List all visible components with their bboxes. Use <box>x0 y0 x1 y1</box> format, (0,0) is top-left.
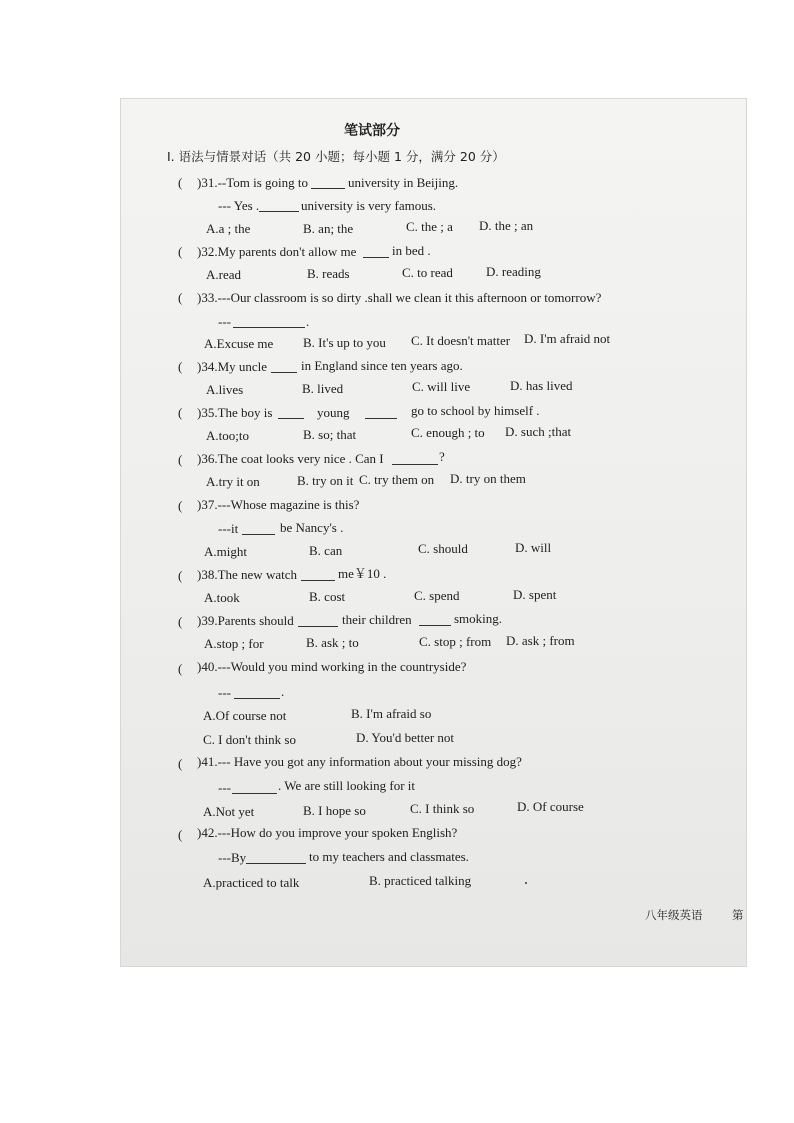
q39-paren: ( <box>178 614 183 629</box>
q35-blank-1 <box>278 406 304 419</box>
q42-line2-start: ---By <box>218 850 247 865</box>
q34-paren: ( <box>178 359 183 374</box>
q42-stem: )42.---How do you improve your spoken English? <box>197 825 458 840</box>
q36-blank <box>392 452 438 465</box>
q31-option-b: B. an; the <box>303 221 354 236</box>
q35-stem: )35.The boy is <box>197 405 273 420</box>
q41-option-b: B. I hope so <box>303 803 366 818</box>
q34-blank <box>271 360 297 373</box>
q34-option-b: B. lived <box>302 381 344 396</box>
q35-option-d: D. such ;that <box>505 424 572 439</box>
q38-option-b: B. cost <box>309 589 346 604</box>
q35-option-a: A.too;to <box>206 428 249 443</box>
q41-line2-start: --- <box>218 780 231 795</box>
q33-line2-end: . <box>306 314 310 329</box>
q35-option-c: C. enough ; to <box>411 425 485 440</box>
page-title: 笔试部分 <box>344 123 400 139</box>
q34-option-a: A.lives <box>206 382 244 397</box>
q35-blank-2 <box>365 406 397 419</box>
q39-stem-mid: their children <box>342 612 412 627</box>
q32-option-a: A.read <box>206 267 242 282</box>
q38-option-a: A.took <box>204 590 240 605</box>
q39-option-d: D. ask ; from <box>506 633 575 648</box>
q36-option-b: B. try on it <box>297 473 354 488</box>
q41-blank <box>232 781 277 794</box>
q37-option-a: A.might <box>204 544 247 559</box>
q36-option-c: C. try them on <box>359 472 435 487</box>
q37-paren: ( <box>178 498 183 513</box>
q40-blank <box>234 686 280 699</box>
q33-option-c: C. It doesn't matter <box>411 333 511 348</box>
q40-option-c: C. I don't think so <box>203 732 296 747</box>
q41-option-c: C. I think so <box>410 801 475 816</box>
q31-paren: ( <box>178 175 183 190</box>
q37-line2-start: ---it <box>218 521 239 536</box>
q39-blank-1 <box>298 614 338 627</box>
q31-blank-1 <box>311 176 345 189</box>
q32-stem: )32.My parents don't allow me <box>197 244 357 259</box>
q40-stem: )40.---Would you mind working in the countryside? <box>197 659 467 674</box>
q33-option-a: A.Excuse me <box>204 336 274 351</box>
q32-option-d: D. reading <box>486 264 541 279</box>
q32-option-b: B. reads <box>307 266 350 281</box>
q34-option-c: C. will live <box>412 379 471 394</box>
q37-stem: )37.---Whose magazine is this? <box>197 497 360 512</box>
q38-blank <box>301 568 335 581</box>
q31-option-d: D. the ; an <box>479 218 534 233</box>
q42-blank <box>246 851 306 864</box>
q38-option-c: C. spend <box>414 588 460 603</box>
exam-page <box>120 98 747 967</box>
section-heading: Ⅰ. 语法与情景对话（共 20 小题；每小题 1 分，满分 20 分） <box>167 149 505 164</box>
footer-grade: 八年级英语 <box>645 908 703 922</box>
q35-paren: ( <box>178 405 183 420</box>
q31-blank-2 <box>259 199 299 212</box>
q33-option-b: B. It's up to you <box>303 335 386 350</box>
q35-stem-mid: young <box>317 405 350 420</box>
q36-stem-end: ? <box>439 449 445 464</box>
q34-option-d: D. has lived <box>510 378 573 393</box>
q37-option-d: D. will <box>515 540 552 555</box>
q42-option-a: A.practiced to talk <box>203 875 300 890</box>
q38-stem-end: me￥10 . <box>338 566 387 581</box>
q36-stem: )36.The coat looks very nice . Can I <box>197 451 384 466</box>
q32-option-c: C. to read <box>402 265 453 280</box>
q41-stem: )41.--- Have you got any information about your missing dog? <box>197 754 522 769</box>
q38-stem: )38.The new watch <box>197 567 297 582</box>
q31-line2-end: university is very famous. <box>301 198 437 213</box>
footer-page: 第 <box>732 908 744 922</box>
q39-option-b: B. ask ; to <box>306 635 359 650</box>
q41-option-a: A.Not yet <box>203 804 255 819</box>
q37-line2-end: be Nancy's . <box>280 520 344 535</box>
q39-stem-end: smoking. <box>454 611 503 626</box>
q33-paren: ( <box>178 290 183 305</box>
q31-stem: )31.--Tom is going to <box>197 175 309 190</box>
q41-paren: ( <box>178 756 183 771</box>
q31-line2-start: --- Yes . <box>218 198 260 213</box>
q33-line2-start: --- <box>218 314 231 329</box>
q31-stem-end: university in Beijing. <box>348 175 459 190</box>
q33-stem: )33.---Our classroom is so dirty .shall we clean it this afternoon or tomorrow? <box>197 290 602 305</box>
q42-paren: ( <box>178 827 183 842</box>
q42-option-b: B. practiced talking <box>369 873 472 888</box>
q40-option-a: A.Of course not <box>203 708 287 723</box>
q40-paren: ( <box>178 661 183 676</box>
q40-line2-end: . <box>281 684 285 699</box>
q35-option-b: B. so; that <box>303 427 357 442</box>
q34-stem-end: in England since ten years ago. <box>301 358 463 373</box>
q41-line2-end: . We are still looking for it <box>278 778 415 793</box>
q32-paren: ( <box>178 244 183 259</box>
q38-paren: ( <box>178 568 183 583</box>
q32-stem-end: in bed . <box>392 243 431 258</box>
q39-stem: )39.Parents should <box>197 613 294 628</box>
q40-line2-start: --- <box>218 685 231 700</box>
q38-option-d: D. spent <box>513 587 557 602</box>
q34-stem: )34.My uncle <box>197 359 268 374</box>
q33-blank <box>233 315 305 328</box>
q40-option-b: B. I'm afraid so <box>351 706 432 721</box>
q37-option-b: B. can <box>309 543 343 558</box>
q40-option-d: D. You'd better not <box>356 730 455 745</box>
stray-dot <box>525 882 527 884</box>
q37-blank <box>242 522 275 535</box>
q39-option-c: C. stop ; from <box>419 634 492 649</box>
q36-paren: ( <box>178 452 183 467</box>
q42-line2-end: to my teachers and classmates. <box>309 849 469 864</box>
q31-option-c: C. the ; a <box>406 219 453 234</box>
q36-option-d: D. try on them <box>450 471 526 486</box>
q37-option-c: C. should <box>418 541 468 556</box>
q39-blank-2 <box>419 613 451 626</box>
q41-option-d: D. Of course <box>517 799 584 814</box>
q39-option-a: A.stop ; for <box>204 636 264 651</box>
q33-option-d: D. I'm afraid not <box>524 331 611 346</box>
q31-option-a: A.a ; the <box>206 221 251 236</box>
q35-stem-end: go to school by himself . <box>411 403 540 418</box>
q32-blank <box>363 245 389 258</box>
q36-option-a: A.try it on <box>206 474 260 489</box>
